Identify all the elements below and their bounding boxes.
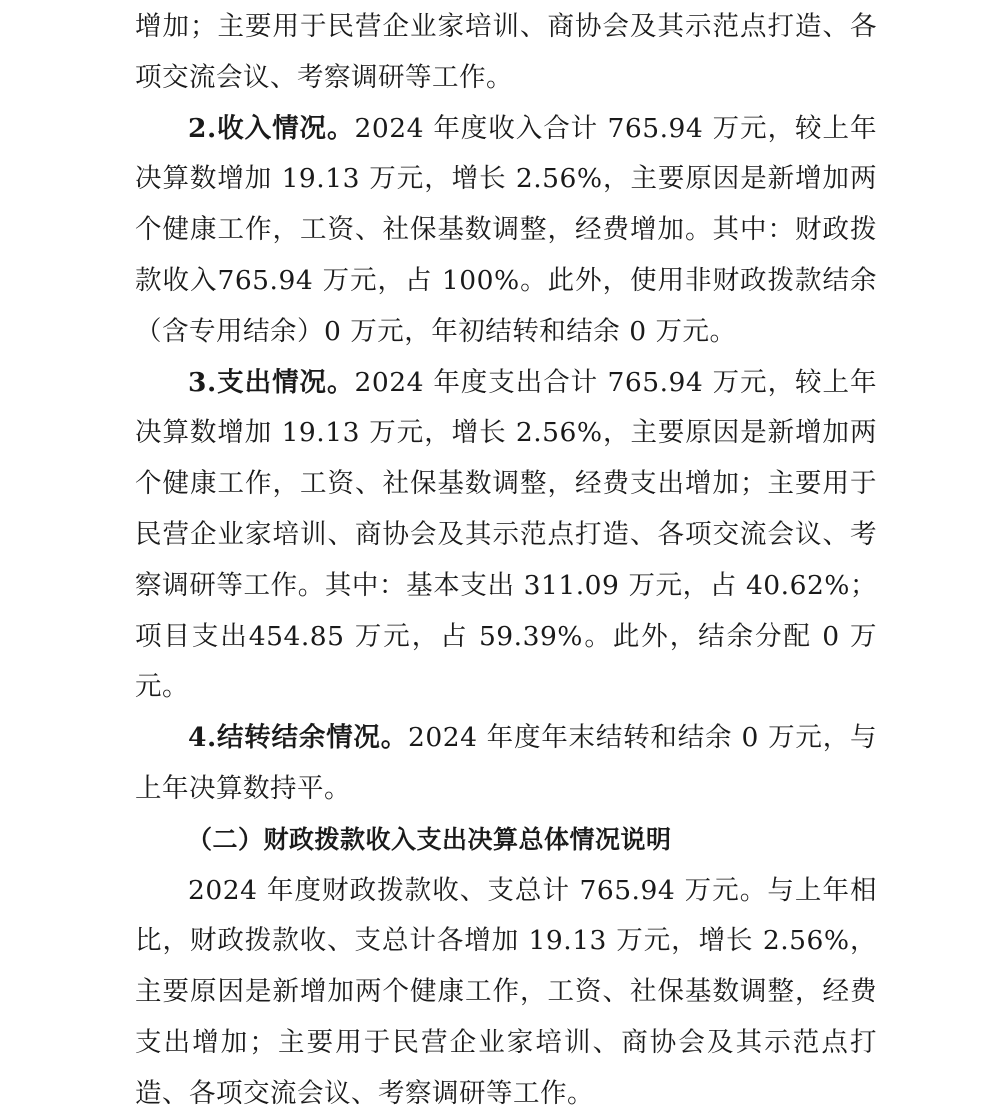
income-body: 2024 年度收入合计 765.94 万元，较上年决算数增加 19.13 万元，增长 2.56%，主要原因是新增加两个健康工作，工资、社保基数调整，经费增加。其中：财政拨款收入765.94 万元，占 100%。此外，使用非财政拨款结余（含专用结余）0 万元，年初结转和结余 0 万元。 (135, 112, 877, 347)
expenditure-paragraph (135, 358, 877, 714)
expenditure-heading: 3.支出情况。 (188, 366, 355, 398)
section-heading: （二）财政拨款收入支出决算总体情况说明 (187, 824, 672, 854)
fiscal-summary-paragraph: 2024 年度财政拨款收、支总计 765.94 万元。与上年相比，财政拨款收、支总计各增加 19.13 万元，增长 2.56%，主要原因是新增加两个健康工作，工资、社保基数调整，经费支出增加；主要用于民营企业家培训、商协会及其示范点打造、各项交流会议、考察调研等工作。 (135, 874, 877, 1109)
income-heading: 2.收入情况。 (188, 112, 355, 144)
carryover-heading: 4.结转结余情况。 (188, 722, 409, 754)
income-paragraph (135, 104, 877, 358)
carryover-body: 2024 年度年末结转和结余 0 万元，与上年决算数持平。 (135, 722, 877, 804)
carryover-paragraph (135, 713, 877, 815)
continuation-paragraph: 增加；主要用于民营企业家培训、商协会及其示范点打造、各项交流会议、考察调研等工作。 (135, 11, 877, 93)
expenditure-body: 2024 年度支出合计 765.94 万元，较上年决算数增加 19.13 万元，增长 2.56%，主要原因是新增加两个健康工作，工资、社保基数调整，经费支出增加；主要用于民营企业家培训、商协会及其示范点打造、各项交流会议、考察调研等工作。其中：基本支出 311.09 万元，占 40.62%；项目支出454.85 万元，占 59.39%。此外，结余分配 0 万元。 (135, 366, 877, 703)
document-page (135, 2, 877, 1120)
